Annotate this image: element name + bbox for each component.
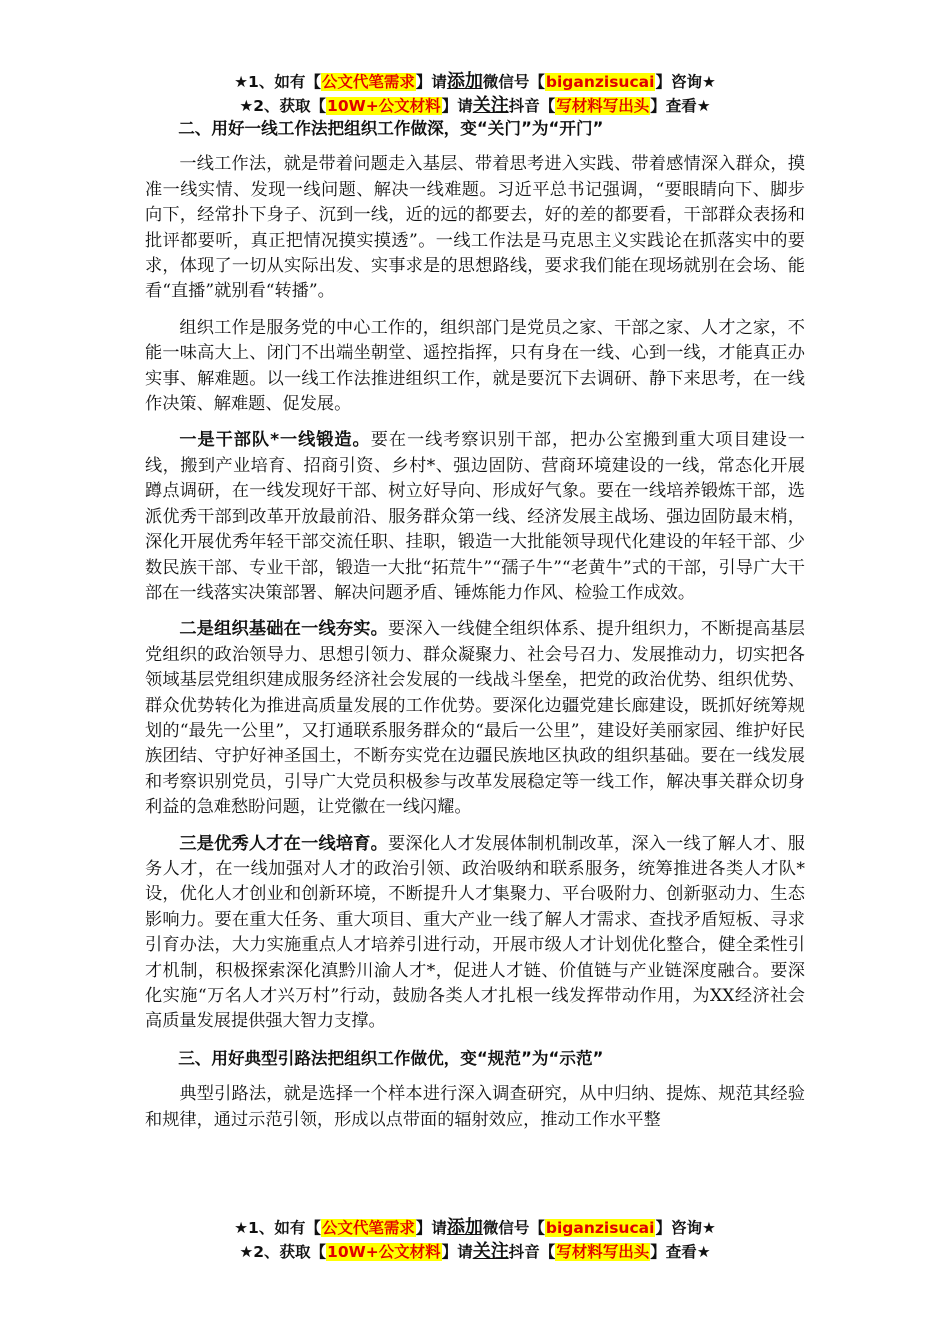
promo-text: ★2、获取【 [239,97,327,115]
promo-line-2 [0,1240,950,1264]
promo-text: 】查看★ [650,97,711,115]
paragraph-text: 要深化人才发展体制机制改革，深入一线了解人才、服务人才，在一线加强对人才的政治引领、政治吸纳和联系服务，统筹推进各类人才队*设，优化人才创业和创新环境，不断提升人才集聚力、平台吸附力、创新驱动力、生态影响力。要在重大任务、重大项目、重大产业一线了解人才需求、查找矛盾短板、寻求引育办法，大力实施重点人才培养引进行动，开展市级人才计划优化整合，健全柔性引才机制，积极探索深化滇黔川渝人才*，促进人才链、价值链与产业链深度融合。要深化实施“万名人才兴万村”行动，鼓励各类人才扎根一线发挥带动作用，为XX经济社会高质量发展提供强大智力支撑。 [145,833,805,1032]
promo-line-1 [0,70,950,94]
paragraph [145,428,805,606]
document-body [145,116,805,1144]
paragraph: 组织工作是服务党的中心工作的，组织部门是党员之家、干部之家、人才之家，不能一味高大上、闭门不出端坐朝堂、遥控指挥，只有身在一线、心到一线，才能真正办实事、解难题。以一线工作法推进组织工作，就是要沉下去调研、静下来思考，在一线作决策、解难题、促发展。 [145,317,805,415]
promo-text: 微信号【 [482,1219,545,1237]
promo-text: 】请 [415,73,447,91]
promo-highlight: 公文代笔需求 [321,73,415,91]
promo-text: ★2、获取【 [239,1243,327,1261]
promo-text: ★1、如有【 [234,73,321,91]
promo-text: 抖音【 [508,97,556,115]
promo-highlight: 10W+公文材料 [327,97,441,115]
paragraph: 一线工作法，就是带着问题走入基层、带着思考进入实践、带着感情深入群众，摸准一线实情、发现一线问题、解决一线难题。习近平总书记强调，“要眼睛向下、脚步向下，经常扑下身子、沉到一线，近的远的都要去，好的差的都要看，干部群众表扬和批评都要听，真正把情况摸实摸透”。一线工作法是马克思主义实践论在抓落实中的要求，体现了一切从实际出发、实事求是的思想路线，要求我们能在现场就别在会场、能看“直播”就别看“转播”。 [145,154,805,302]
paragraph-text: 要在一线考察识别干部，把办公室搬到重大项目建设一线，搬到产业培育、招商引资、乡村*、强边固防、营商环境建设的一线，常态化开展蹲点调研，在一线发现好干部、树立好导向、形成好气象。要在一线培养锻炼干部，选派优秀干部到改革开放最前沿、服务群众第一线、经济发展主战场、强边固防最末梢，深化开展优秀年轻干部交流任职、挂职，锻造一大批能领导现代化建设的年轻干部、少数民族干部、专业干部，锻造一大批“拓荒牛”“孺子牛”“老黄牛”式的干部，引导广大干部在一线落实决策部署、解决问题矛盾、锤炼能力作风、检验工作成效。 [145,430,805,603]
promo-highlight: 10W+公文材料 [327,1243,441,1261]
promo-underline: 关注 [472,1241,509,1262]
section-heading-2: 二、用好一线工作法把组织工作做深，变“关门”为“开门” [178,119,604,138]
promo-underline: 关注 [472,95,509,116]
promo-text: 】咨询★ [655,73,716,91]
promo-text: 】请 [441,1243,473,1261]
promo-banner-top [0,70,950,118]
promo-highlight: 公文代笔需求 [321,1219,415,1237]
promo-highlight: 写材料写出头 [556,1243,650,1261]
promo-text: ★1、如有【 [234,1219,321,1237]
paragraph-lead: 三是优秀人才在一线培育。 [179,833,388,854]
promo-line-2 [0,94,950,118]
paragraph: 典型引路法，就是选择一个样本进行深入调查研究，从中归纳、提炼、规范其经验和规律，通过示范引领，形成以点带面的辐射效应，推动工作水平整 [145,1084,805,1130]
promo-text: 】咨询★ [655,1219,716,1237]
promo-banner-bottom [0,1216,950,1264]
paragraph-text: 要深入一线健全组织体系、提升组织力，不断提高基层党组织的政治领导力、思想引领力、群众凝聚力、社会号召力、发展推动力，切实把各领域基层党组织建成服务经济社会发展的一线战斗堡垒，把党的政治优势、组织优势、群众优势转化为推进高质量发展的工作优势。要深化边疆党建长廊建设，既抓好统筹规划的“最先一公里”，又打通联系服务群众的“最后一公里”，建设好美丽家园、维护好民族团结、守护好神圣国土，不断夯实党在边疆民族地区执政的组织基础。要在一线发展和考察识别党员，引导广大党员积极参与改革发展稳定等一线工作，解决事关群众切身利益的急难愁盼问题，让党徽在一线闪耀。 [145,619,805,818]
promo-text: 】查看★ [650,1243,711,1261]
promo-highlight: biganzisucai [545,73,655,91]
promo-underline: 添加 [446,71,483,92]
promo-highlight: 写材料写出头 [556,97,650,115]
promo-text: 】请 [441,97,473,115]
promo-line-1 [0,1216,950,1240]
promo-text: 】请 [415,1219,447,1237]
paragraph-lead: 二是组织基础在一线夯实。 [179,619,388,640]
section-heading-3: 三、用好典型引路法把组织工作做优，变“规范”为“示范” [178,1048,604,1068]
paragraph [145,617,805,820]
promo-text: 微信号【 [482,73,545,91]
paragraph [145,832,805,1035]
promo-highlight: biganzisucai [545,1219,655,1237]
paragraph-lead: 一是干部队*一线锻造。 [179,430,371,451]
promo-text: 抖音【 [508,1243,556,1261]
promo-underline: 添加 [446,1217,483,1238]
